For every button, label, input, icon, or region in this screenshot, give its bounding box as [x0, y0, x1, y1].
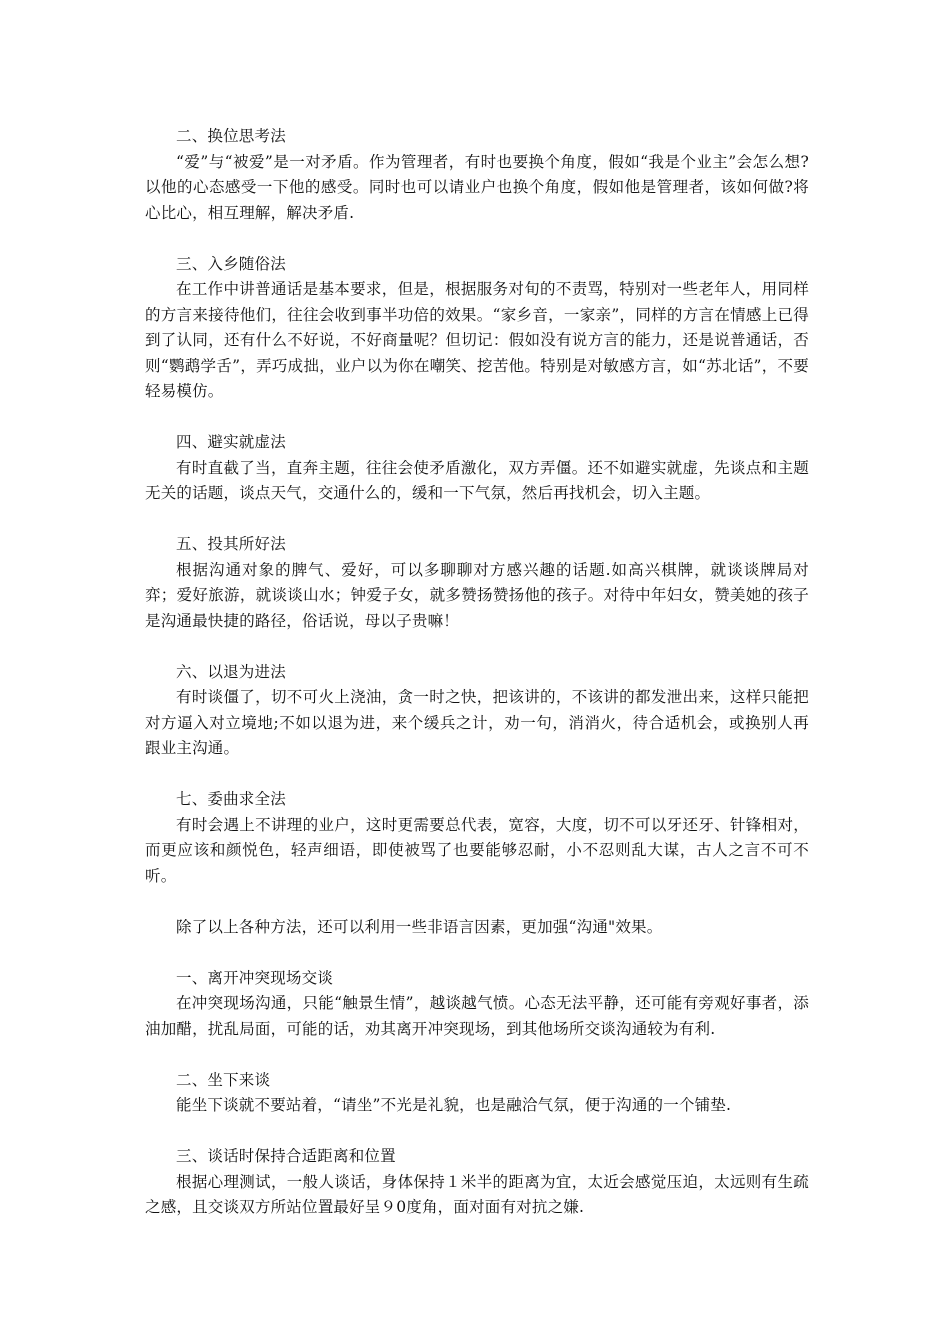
section-paragraph: 有时直截了当，直奔主题，往往会使矛盾激化，双方弄僵。还不如避实就虚，先谈点和主题无关的话题，谈点天气，交通什么的，缓和一下气氛，然后再找机会，切入主题。 — [145, 458, 809, 502]
section-heading: 四、避实就虚法 — [176, 433, 286, 451]
section-heading: 三、谈话时保持合适距离和位置 — [176, 1147, 396, 1165]
section-weiqu — [145, 787, 809, 889]
section-intro-nonverbal — [145, 915, 809, 941]
section-heading: 二、换位思考法 — [176, 127, 286, 145]
section-heading: 一、离开冲突现场交谈 — [176, 968, 334, 987]
section-huanwei — [145, 124, 809, 226]
section-ruxiang — [145, 252, 809, 405]
section-zuoxia — [145, 1068, 809, 1119]
section-paragraph: “爱”与“被爱”是一对矛盾。作为管理者，有时也要换个角度，假如“我是个业主”会怎么想?以他的心态感受一下他的感受。同时也可以请业户也换个角度，假如他是管理者，该如何做?将心比心，相互理解，解决矛盾. — [145, 152, 809, 222]
document-body — [145, 124, 809, 1246]
section-paragraph: 除了以上各种方法，还可以利用一些非语言因素，更加强“沟通"效果。 — [176, 917, 663, 936]
section-juli — [145, 1144, 809, 1221]
section-paragraph: 有时会遇上不讲理的业户，这时更需要总代表，宽容，大度，切不可以牙还牙、针锋相对，而更应该和颜悦色，轻声细语，即使被骂了也要能够忍耐，小不忍则乱大谋，古人之言不可不听。 — [145, 815, 809, 885]
section-heading: 三、入乡随俗法 — [176, 254, 286, 273]
section-touqi — [145, 532, 809, 634]
section-paragraph: 有时谈僵了，切不可火上浇油，贪一时之快，把该讲的，不该讲的都发泄出来，这样只能把对方逼入对立境地;不如以退为进，来个缓兵之计，劝一句，消消火，待合适机会，或换别人再跟业主沟通。 — [145, 688, 809, 757]
section-heading: 五、投其所好法 — [176, 535, 286, 553]
section-paragraph: 根据心理测试，一般人谈话，身体保持１米半的距离为宜，太近会感觉压迫，太远则有生疏之感，且交谈双方所站位置最好呈９0度角，面对面有对抗之嫌. — [145, 1172, 809, 1216]
section-paragraph: 能坐下谈就不要站着，“请坐”不光是礼貌，也是融洽气氛，便于沟通的一个铺垫. — [176, 1096, 732, 1114]
section-paragraph: 在工作中讲普通话是基本要求，但是，根据服务对旬的不责骂，特别对一些老年人，用同样的方言来接待他们，往往会收到事半功倍的效果。“家乡音，一家亲”，同样的方言在情感上已得到了认同，还有什么不好说，不好商量呢？但切记：假如没有说方言的能力，还是说普通话，否则“鹦鹉学舌”，弄巧成拙，业户以为你在嘲笑、挖苦他。特别是对敏感方言，如“苏北话”，不要轻易模仿。 — [145, 280, 809, 400]
section-heading: 六、以退为进法 — [176, 662, 286, 681]
section-likai — [145, 966, 809, 1043]
section-heading: 七、委曲求全法 — [176, 790, 286, 808]
section-heading: 二、坐下来谈 — [176, 1070, 271, 1089]
section-paragraph: 在冲突现场沟通，只能“触景生情”，越谈越气愤。心态无法平静，还可能有旁观好事者，添油加醋，扰乱局面，可能的话，劝其离开冲突现场，到其他场所交谈沟通较为有利. — [145, 994, 809, 1038]
section-bishi — [145, 430, 809, 507]
section-yitui — [145, 660, 809, 762]
section-paragraph: 根据沟通对象的脾气、爱好，可以多聊聊对方感兴趣的话题.如高兴棋牌，就谈谈牌局对弈；爱好旅游，就谈谈山水；钟爱子女，就多赞扬赞扬他的孩子。对待中年妇女，赞美她的孩子是沟通最快捷的路径，俗话说，母以子贵嘛！ — [145, 560, 809, 630]
